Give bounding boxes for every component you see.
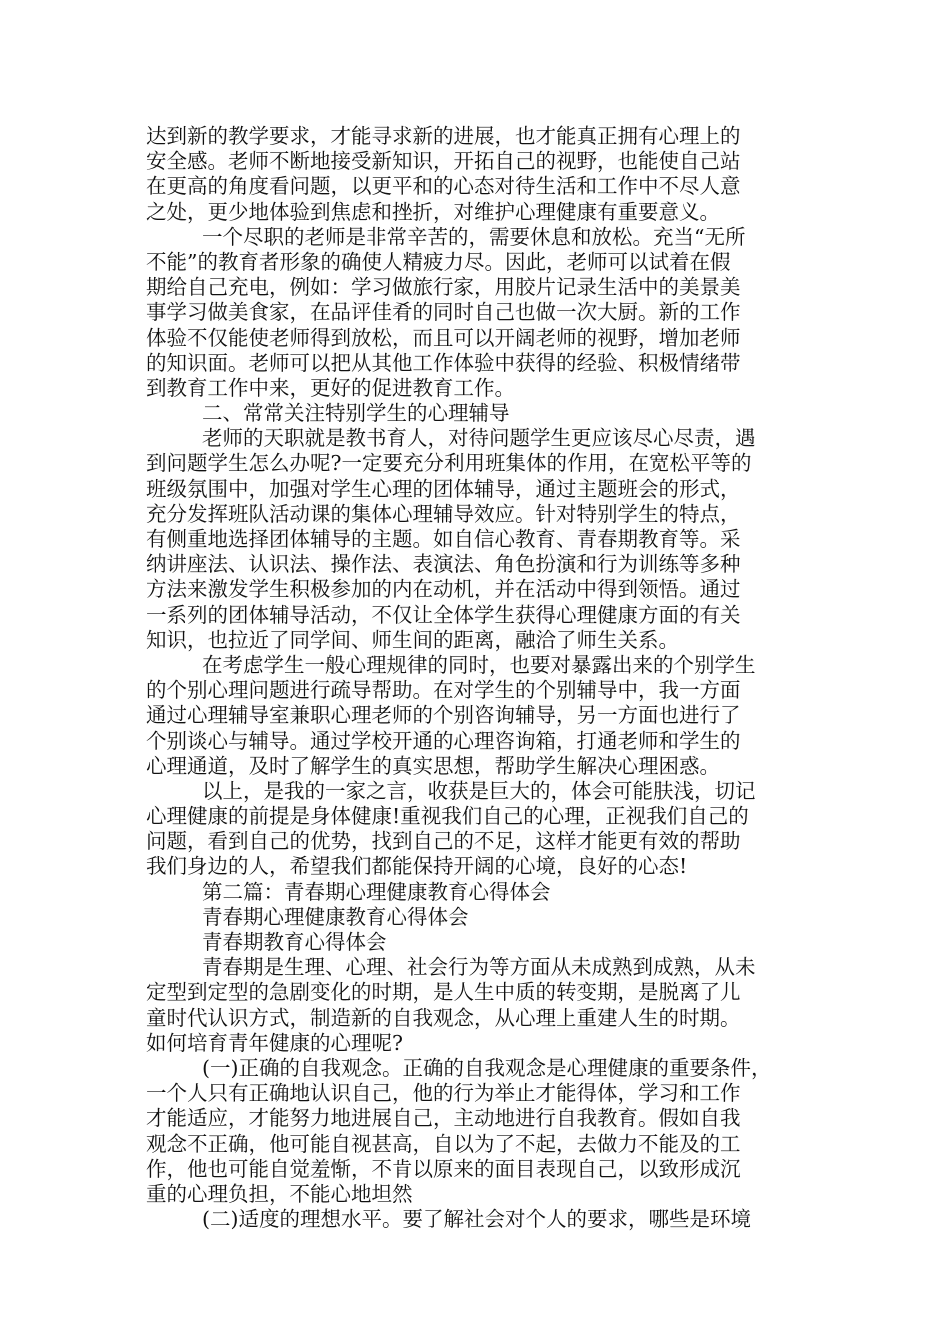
text-line: 充分发挥班队活动课的集体心理辅导效应。针对特别学生的特点，	[146, 501, 741, 526]
text-line: 方法来激发学生积极参加的内在动机，并在活动中得到领悟。通过	[146, 577, 741, 602]
text-line: 在考虑学生一般心理规律的同时，也要对暴露出来的个别学生	[202, 652, 756, 677]
text-line: 问题，看到自己的优势，找到自己的不足，这样才能更有效的帮助	[146, 829, 741, 854]
text-line: 第二篇：青春期心理健康教育心得体会	[202, 879, 551, 904]
text-line: 一个人只有正确地认识自己，他的行为举止才能得体，学习和工作	[146, 1081, 741, 1106]
text-line: 青春期是生理、心理、社会行为等方面从未成熟到成熟，从未	[202, 955, 756, 980]
text-line: 童时代认识方式，制造新的自我观念，从心理上重建人生的时期。	[146, 1005, 741, 1030]
text-line: 的个别心理问题进行疏导帮助。在对学生的个别辅导中，我一方面	[146, 678, 741, 703]
text-line: 心理通道，及时了解学生的真实思想，帮助学生解决心理困惑。	[146, 753, 720, 778]
text-line: 青春期教育心得体会	[202, 930, 387, 954]
text-line: 重的心理负担，不能心地坦然	[146, 1181, 413, 1206]
text-line: 如何培育青年健康的心理呢?	[146, 1030, 403, 1055]
text-line: 事学习做美食家，在品评佳肴的同时自己也做一次大厨。新的工作	[146, 300, 741, 325]
text-line: 之处，更少地体验到焦虑和挫折，对维护心理健康有重要意义。	[146, 199, 720, 224]
text-line: 有侧重地选择团体辅导的主题。如自信心教育、青春期教育等。采	[146, 527, 741, 551]
text-line: 纳讲座法、认识法、操作法、表演法、角色扮演和行为训练等多种	[146, 552, 741, 577]
text-line: 的知识面。老师可以把从其他工作体验中获得的经验、积极情绪带	[146, 350, 741, 375]
text-line: 一系列的团体辅导活动，不仅让全体学生获得心理健康方面的有关	[146, 602, 741, 627]
text-line: 到教育工作中来，更好的促进教育工作。	[146, 375, 515, 400]
text-line: 安全感。老师不断地接受新知识，开拓自己的视野，也能使自己站	[146, 149, 741, 174]
text-line: 期给自己充电，例如：学习做旅行家，用胶片记录生活中的美景美	[146, 275, 741, 300]
text-line: 老师的天职就是教书育人，对待问题学生更应该尽心尽责，遇	[202, 426, 756, 451]
text-line: 作，他也可能自觉羞惭，不肯以原来的面目表现自己，以致形成沉	[146, 1156, 741, 1181]
text-line: 班级氛围中，加强对学生心理的团体辅导，通过主题班会的形式，	[146, 476, 741, 501]
text-line: 心理健康的前提是身体健康!重视我们自己的心理，正视我们自己的	[146, 804, 749, 829]
text-line: 不能”的教育者形象的确使人精疲力尽。因此，老师可以试着在假	[146, 249, 731, 274]
text-line: 个别谈心与辅导。通过学校开通的心理咨询箱，打通老师和学生的	[146, 728, 741, 753]
text-line: 到问题学生怎么办呢?一定要充分利用班集体的作用，在宽松平等的	[146, 451, 752, 476]
text-line: 我们身边的人，希望我们都能保持开阔的心境，良好的心态!	[146, 854, 688, 879]
document-page	[146, 124, 806, 1232]
text-line: 才能适应，才能努力地进展自己，主动地进行自我教育。假如自我	[146, 1106, 741, 1131]
text-line: (一)正确的自我观念。正确的自我观念是心理健康的重要条件，	[202, 1055, 772, 1080]
text-line: 一个尽职的老师是非常辛苦的，需要休息和放松。充当“无所	[202, 224, 746, 249]
text-line: 达到新的教学要求，才能寻求新的进展，也才能真正拥有心理上的	[146, 124, 741, 148]
text-line: 体验不仅能使老师得到放松，而且可以开阔老师的视野，增加老师	[146, 325, 741, 350]
text-line: (二)适度的理想水平。要了解社会对个人的要求，哪些是环境	[202, 1207, 751, 1232]
text-line: 以上，是我的一家之言，收获是巨大的，体会可能肤浅，切记	[202, 778, 756, 803]
text-line: 通过心理辅导室兼职心理老师的个别咨询辅导，另一方面也进行了	[146, 703, 741, 728]
text-line: 在更高的角度看问题，以更平和的心态对待生活和工作中不尽人意	[146, 174, 741, 199]
text-line: 知识，也拉近了同学间、师生间的距离，融洽了师生关系。	[146, 627, 679, 652]
text-line: 定型到定型的急剧变化的时期，是人生中质的转变期，是脱离了儿	[146, 980, 741, 1005]
text-line: 观念不正确，他可能自视甚高，自以为了不起，去做力不能及的工	[146, 1131, 741, 1156]
text-line: 二、常常关注特别学生的心理辅导	[202, 401, 510, 426]
text-line: 青春期心理健康教育心得体会	[202, 904, 469, 929]
